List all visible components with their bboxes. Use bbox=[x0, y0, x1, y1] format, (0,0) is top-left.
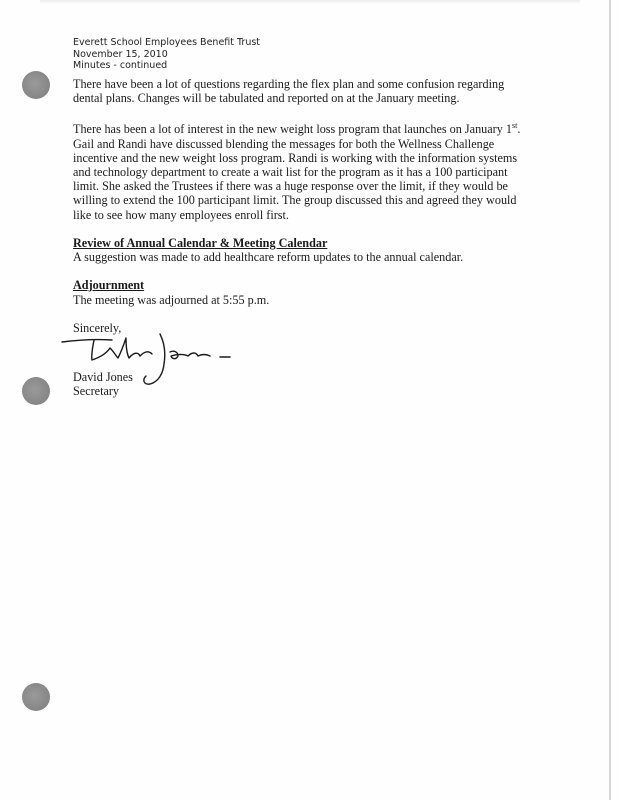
text-line: There have been a lot of questions regarding the flex plan and some confusion regarding bbox=[73, 77, 505, 91]
text-line: dental plans. Changes will be tabulated and reported on at the January meeting. bbox=[73, 91, 460, 106]
text-line: limit. She asked the Trustees if there was a huge response over the limit, if they would be bbox=[73, 179, 508, 194]
punch-hole-middle bbox=[22, 377, 50, 405]
adjournment-heading: Adjournment bbox=[73, 278, 145, 293]
paragraph-flex-plan bbox=[73, 77, 543, 105]
text-line: and technology department to create a wait list for the program as it has a 100 participant bbox=[73, 165, 508, 180]
scan-top-edge bbox=[40, 0, 580, 4]
text-line: incentive and the new weight loss program. Randi is working with the information systems bbox=[73, 150, 518, 165]
letterhead bbox=[73, 37, 260, 72]
calendar-heading: Review of Annual Calendar & Meeting Calendar bbox=[73, 235, 328, 250]
signatory-name: David Jones bbox=[73, 370, 133, 384]
text-line: willing to extend the 100 participant limit. The group discussed this and agreed they would bbox=[73, 193, 517, 208]
document-body bbox=[73, 77, 543, 335]
punch-hole-top bbox=[22, 71, 50, 99]
adjournment-text: The meeting was adjourned at 5:55 p.m. bbox=[73, 292, 270, 307]
calendar-text: A suggestion was made to add healthcare reform updates to the annual calendar. bbox=[73, 250, 464, 265]
signatory-title: Secretary bbox=[73, 384, 120, 399]
text-line-main: There has been a lot of interest in the new weight loss program that launches on January 1 bbox=[73, 122, 512, 137]
organization-name: Everett School Employees Benefit Trust bbox=[73, 37, 261, 48]
document-section: Minutes - continued bbox=[73, 60, 168, 71]
punch-hole-bottom bbox=[22, 683, 50, 711]
text-line: like to see how many employees enroll first. bbox=[73, 207, 289, 222]
scan-right-edge bbox=[609, 0, 611, 800]
document-date: November 15, 2010 bbox=[73, 48, 168, 60]
text-line: Gail and Randi have discussed blending the messages for both the Wellness Challenge bbox=[73, 136, 495, 151]
ordinal-suffix: st bbox=[511, 121, 518, 131]
text-line bbox=[73, 119, 543, 136]
salutation: Sincerely, bbox=[73, 320, 122, 335]
sentence-end: . bbox=[517, 122, 521, 137]
signatory bbox=[73, 370, 133, 398]
paragraph-weight-loss bbox=[73, 119, 543, 221]
